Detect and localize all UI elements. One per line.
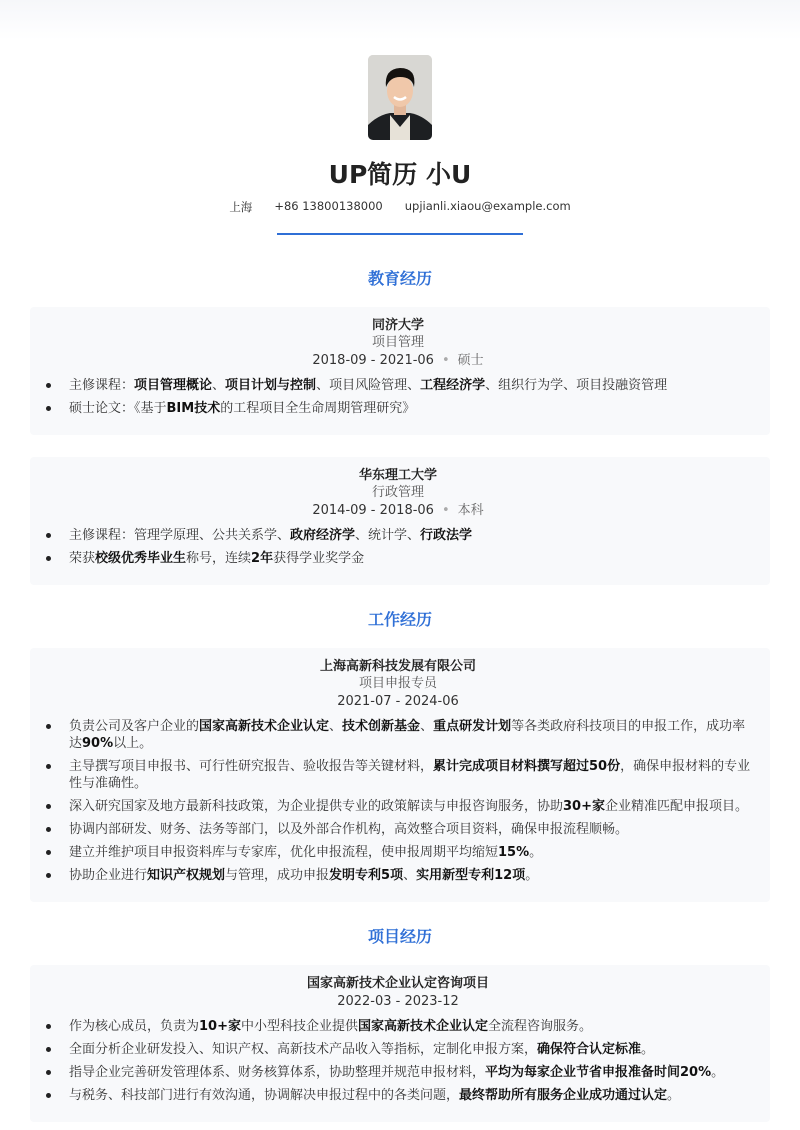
- text: 、统计学、: [355, 528, 421, 543]
- bullet-item: [44, 718, 752, 752]
- entry-date-row: [44, 351, 752, 371]
- entry-date: 2014-09 - 2018-06: [312, 503, 434, 518]
- bold-text: 90%: [82, 736, 114, 751]
- resume-body: [30, 266, 770, 1130]
- text: 。: [529, 845, 543, 860]
- entry-subtitle: 项目管理: [371, 335, 424, 350]
- text: 、: [329, 719, 343, 734]
- text: 、: [212, 378, 226, 393]
- text: 。: [525, 868, 539, 883]
- bullet-list: [44, 377, 752, 417]
- text: 荣获: [69, 551, 96, 566]
- phone[interactable]: +86 13800138000: [274, 199, 383, 213]
- bullet-list: [44, 527, 752, 567]
- text: 称号，连续: [186, 551, 252, 566]
- bold-text: 重点研发计划: [433, 719, 512, 734]
- text: 主修课程：管理学原理、公共关系学、: [69, 528, 291, 543]
- text: 全面分析企业研发投入、知识产权、高新技术产品收入等指标，定制化申报方案，: [69, 1042, 538, 1057]
- text: 等各类政府科技项目的申报工作，成功率达: [69, 719, 746, 751]
- text: 的工程项目全生命周期管理研究》: [220, 401, 416, 416]
- text: 。: [667, 1088, 681, 1103]
- bold-text: 最终帮助所有服务企业成功通过认定: [459, 1088, 668, 1103]
- text: 协调内部研发、财务、法务等部门，以及外部合作机构，高效整合项目资料，确保申报流程顺畅。: [69, 822, 629, 837]
- text: 建立并维护项目申报资料库与专家库，优化申报流程，使申报周期平均缩短: [69, 845, 499, 860]
- text: 、: [403, 868, 417, 883]
- profile-photo: [368, 55, 432, 140]
- email[interactable]: upjianli.xiaou@example.com: [404, 199, 571, 213]
- text: 获得学业奖学金: [273, 551, 365, 566]
- bullet-list: [44, 1018, 752, 1104]
- bullet-item: [44, 527, 752, 544]
- bold-text: 30+家: [563, 799, 605, 814]
- entry-degree: 本科: [457, 503, 484, 518]
- bold-text: 校级优秀毕业生: [95, 551, 187, 566]
- entry-card: [30, 307, 770, 435]
- bold-text: 平均为每家企业节省申报准备时间20%: [485, 1065, 712, 1080]
- bullet-item: [44, 798, 752, 815]
- bullet-item: [44, 758, 752, 792]
- entry-title: 同济大学: [371, 318, 424, 333]
- bold-text: 累计完成项目材料撰写超过50份: [433, 759, 621, 774]
- bold-text: 国家高新技术企业认定: [358, 1019, 489, 1034]
- bullet-item: [44, 1018, 752, 1035]
- text: 企业精准匹配申报项目。: [605, 799, 749, 814]
- bullet-item: [44, 377, 752, 394]
- text: 以上。: [113, 736, 153, 751]
- text: 全流程咨询服务。: [488, 1019, 593, 1034]
- entry-card: [30, 648, 770, 902]
- entry-card: [30, 965, 770, 1122]
- entry-date-row: [44, 692, 752, 712]
- candidate-name: UP简历 小U: [328, 160, 472, 189]
- resume-header: [0, 55, 800, 235]
- bold-text: 技术创新基金: [342, 719, 421, 734]
- bullet-item: [44, 1087, 752, 1104]
- bold-text: 政府经济学: [290, 528, 356, 543]
- section-2: [30, 924, 770, 1122]
- entry-date-row: [44, 992, 752, 1012]
- text: 与管理，成功申报: [225, 868, 330, 883]
- entry-subtitle: 行政管理: [371, 485, 424, 500]
- bold-text: 实用新型专利12项: [416, 868, 526, 883]
- bullet-item: [44, 1064, 752, 1081]
- bold-text: 发明专利5项: [329, 868, 404, 883]
- text: 主修课程：: [69, 378, 135, 393]
- text: 与税务、科技部门进行有效沟通，协调解决申报过程中的各类问题，: [69, 1088, 460, 1103]
- bold-text: BIM技术: [166, 401, 221, 416]
- entry-date: 2022-03 - 2023-12: [337, 994, 459, 1009]
- contact-info: [0, 199, 800, 215]
- text: 深入研究国家及地方最新科技政策，为企业提供专业的政策解读与申报咨询服务，协助: [69, 799, 564, 814]
- entry-title: 国家高新技术企业认定咨询项目: [306, 976, 489, 991]
- section-1: [30, 607, 770, 902]
- bullet-item: [44, 550, 752, 567]
- header-divider: [277, 233, 523, 235]
- text: ，确保申报材料的专业性与准确性。: [69, 759, 751, 791]
- text: 主导撰写项目申报书、可行性研究报告、验收报告等关键材料，: [69, 759, 434, 774]
- text: 、项目风险管理、: [316, 378, 421, 393]
- bullet-item: [44, 844, 752, 861]
- bold-text: 10+家: [199, 1019, 241, 1034]
- entry-title: 上海高新科技发展有限公司: [319, 659, 476, 674]
- text: 、组织行为学、项目投融资管理: [485, 378, 668, 393]
- entry-subtitle: 项目申报专员: [358, 676, 437, 691]
- text: 指导企业完善研发管理体系、财务核算体系，协助整理并规范申报材料，: [69, 1065, 486, 1080]
- bullet-item: [44, 1041, 752, 1058]
- entry-date: 2021-07 - 2024-06: [337, 694, 459, 709]
- bullet-item: [44, 400, 752, 417]
- text: 。: [711, 1065, 725, 1080]
- bold-text: 15%: [498, 845, 530, 860]
- text: 中小型科技企业提供: [241, 1019, 359, 1034]
- bold-text: 2年: [251, 551, 274, 566]
- entry-date: 2018-09 - 2021-06: [312, 353, 434, 368]
- entry-title: 华东理工大学: [358, 468, 437, 483]
- section-title: 项目经历: [367, 927, 432, 946]
- section-title: 教育经历: [367, 269, 432, 288]
- bold-text: 工程经济学: [420, 378, 486, 393]
- bold-text: 项目计划与控制: [225, 378, 317, 393]
- bold-text: 知识产权规划: [147, 868, 226, 883]
- bold-text: 行政法学: [420, 528, 473, 543]
- text: 硕士论文：《基于: [69, 401, 167, 416]
- text: 负责公司及客户企业的: [69, 719, 200, 734]
- bold-text: 项目管理概论: [134, 378, 213, 393]
- separator-dot: •: [441, 353, 450, 368]
- page-top-background: [0, 0, 800, 40]
- entry-degree: 硕士: [457, 353, 484, 368]
- separator-dot: •: [441, 503, 450, 518]
- entry-date-row: [44, 501, 752, 521]
- text: 协助企业进行: [69, 868, 148, 883]
- bold-text: 确保符合认定标准: [537, 1042, 642, 1057]
- bullet-item: [44, 821, 752, 838]
- text: 。: [641, 1042, 655, 1057]
- section-title: 工作经历: [367, 610, 432, 629]
- bullet-item: [44, 867, 752, 884]
- bullet-list: [44, 718, 752, 884]
- entry-card: [30, 457, 770, 585]
- text: 作为核心成员，负责为: [69, 1019, 200, 1034]
- text: 、: [420, 719, 434, 734]
- section-0: [30, 266, 770, 585]
- location: 上海: [229, 200, 253, 214]
- bold-text: 国家高新技术企业认定: [199, 719, 330, 734]
